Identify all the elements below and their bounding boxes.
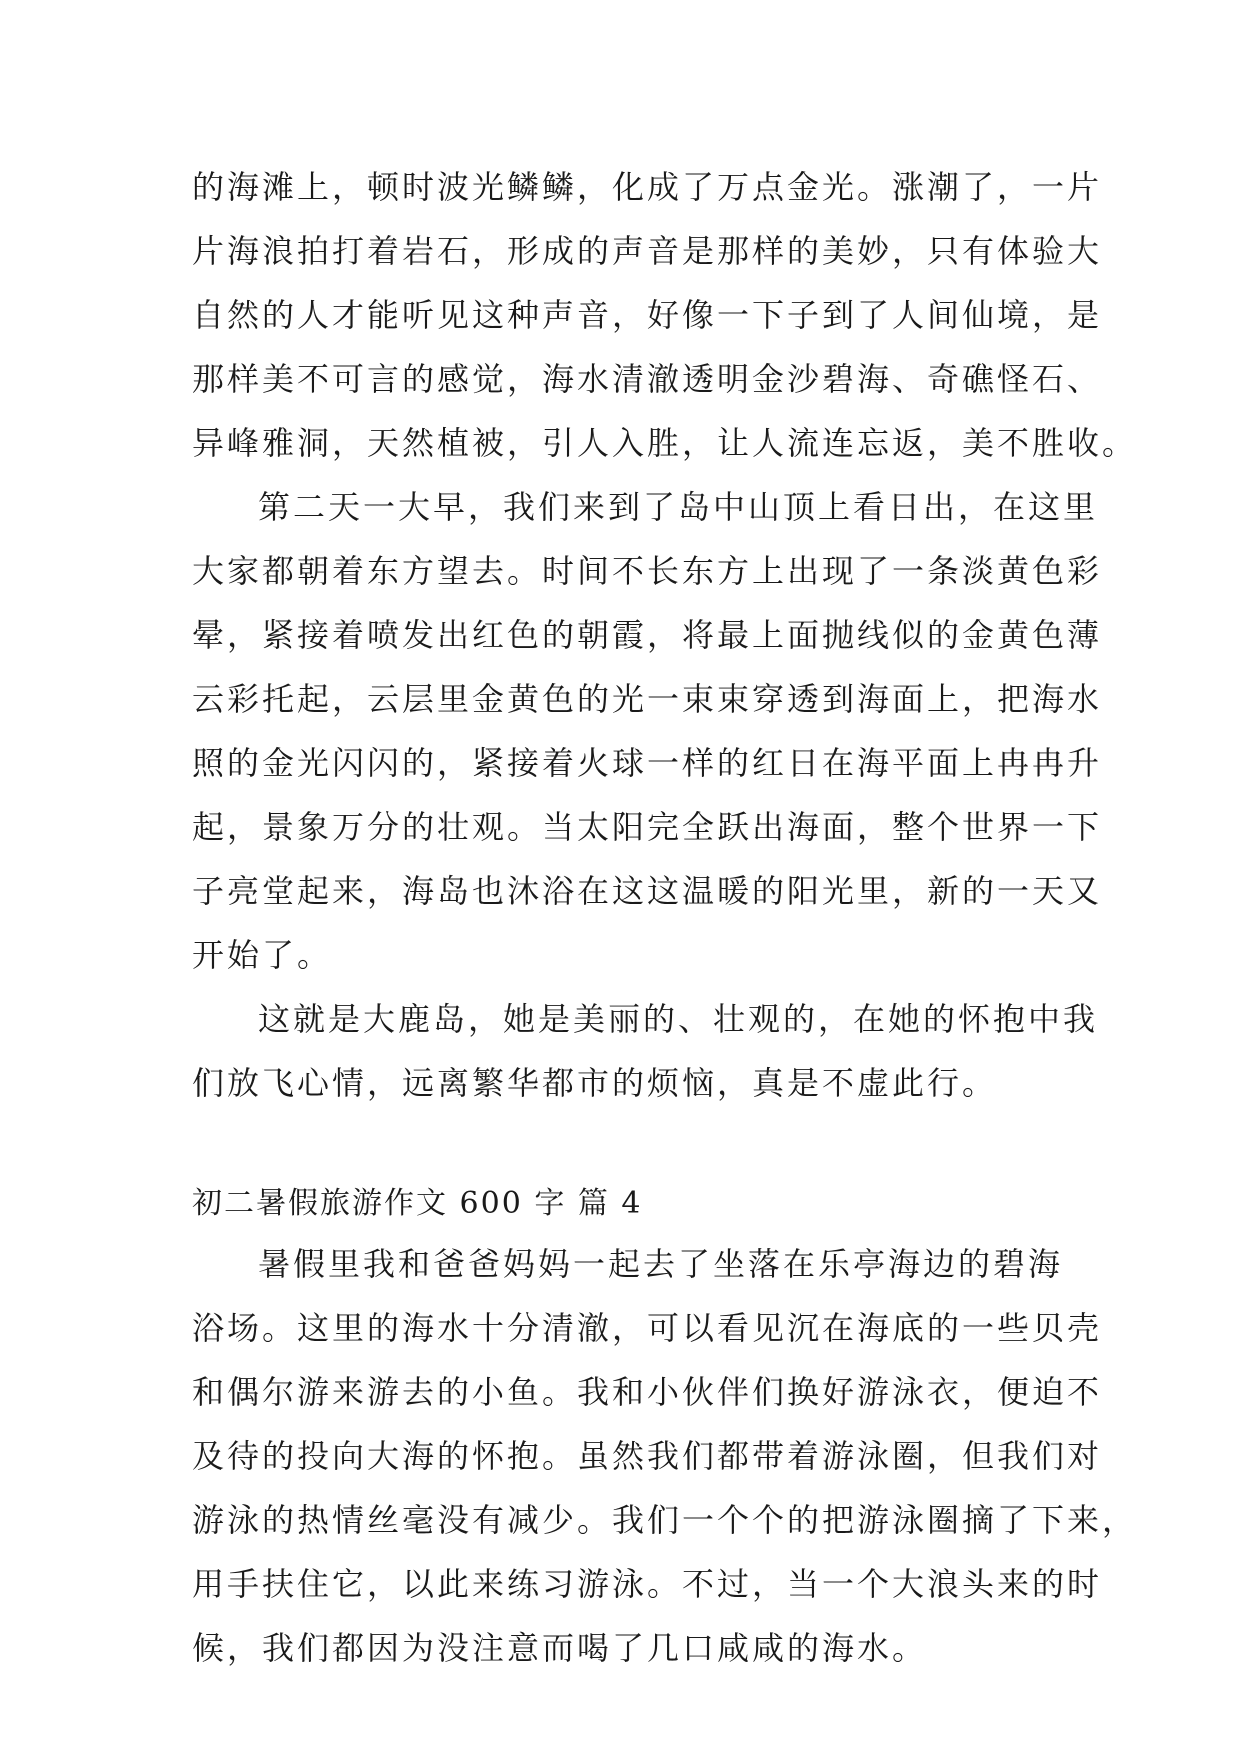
text-line: 游泳的热情丝毫没有减少。我们一个个的把游泳圈摘了下来， <box>192 1501 1138 1539</box>
text-line: 大家都朝着东方望去。时间不长东方上出现了一条淡黄色彩 <box>192 552 1103 590</box>
text-line: 的海滩上，顿时波光鳞鳞，化成了万点金光。涨潮了，一片 <box>192 168 1103 206</box>
text-line: 云彩托起，云层里金黄色的光一束束穿透到海面上，把海水 <box>192 680 1103 718</box>
text-line: 异峰雅洞，天然植被，引人入胜，让人流连忘返，美不胜收。 <box>192 424 1138 462</box>
text-line: 自然的人才能听见这种声音，好像一下子到了人间仙境，是 <box>192 296 1103 334</box>
text-line: 暑假里我和爸爸妈妈一起去了坐落在乐亭海边的碧海 <box>258 1245 1064 1283</box>
text-line: 及待的投向大海的怀抱。虽然我们都带着游泳圈，但我们对 <box>192 1437 1103 1475</box>
text-line: 晕，紧接着喷发出红色的朝霞，将最上面抛线似的金黄色薄 <box>192 616 1103 654</box>
text-line: 这就是大鹿岛，她是美丽的、壮观的，在她的怀抱中我 <box>258 1000 1099 1038</box>
text-line: 第二天一大早，我们来到了岛中山顶上看日出，在这里 <box>258 488 1099 526</box>
paragraph-beach-swimming <box>192 1232 1138 1680</box>
paragraph-conclusion <box>192 987 1099 1115</box>
text-line: 开始了。 <box>192 936 333 974</box>
text-line: 浴场。这里的海水十分清澈，可以看见沉在海底的一些贝壳 <box>192 1309 1103 1347</box>
text-line: 那样美不可言的感觉，海水清澈透明金沙碧海、奇礁怪石、 <box>192 360 1103 398</box>
text-line: 子亮堂起来，海岛也沐浴在这这温暖的阳光里，新的一天又 <box>192 872 1103 910</box>
text-line: 候，我们都因为没注意而喝了几口咸咸的海水。 <box>192 1629 928 1667</box>
text-line: 和偶尔游来游去的小鱼。我和小伙伴们换好游泳衣，便迫不 <box>192 1373 1103 1411</box>
text-line: 片海浪拍打着岩石，形成的声音是那样的美妙，只有体验大 <box>192 232 1103 270</box>
text-line: 用手扶住它，以此来练习游泳。不过，当一个大浪头来的时 <box>192 1565 1103 1603</box>
text-line: 照的金光闪闪的，紧接着火球一样的红日在海平面上冉冉升 <box>192 744 1103 782</box>
text-line: 起，景象万分的壮观。当太阳完全跃出海面，整个世界一下 <box>192 808 1103 846</box>
paragraph-sunrise <box>192 475 1103 987</box>
paragraph-island-beach <box>192 155 1138 475</box>
section-heading: 初二暑假旅游作文 600 字 篇 4 <box>192 1186 643 1221</box>
text-line: 们放飞心情，远离繁华都市的烦恼，真是不虚此行。 <box>192 1064 998 1102</box>
